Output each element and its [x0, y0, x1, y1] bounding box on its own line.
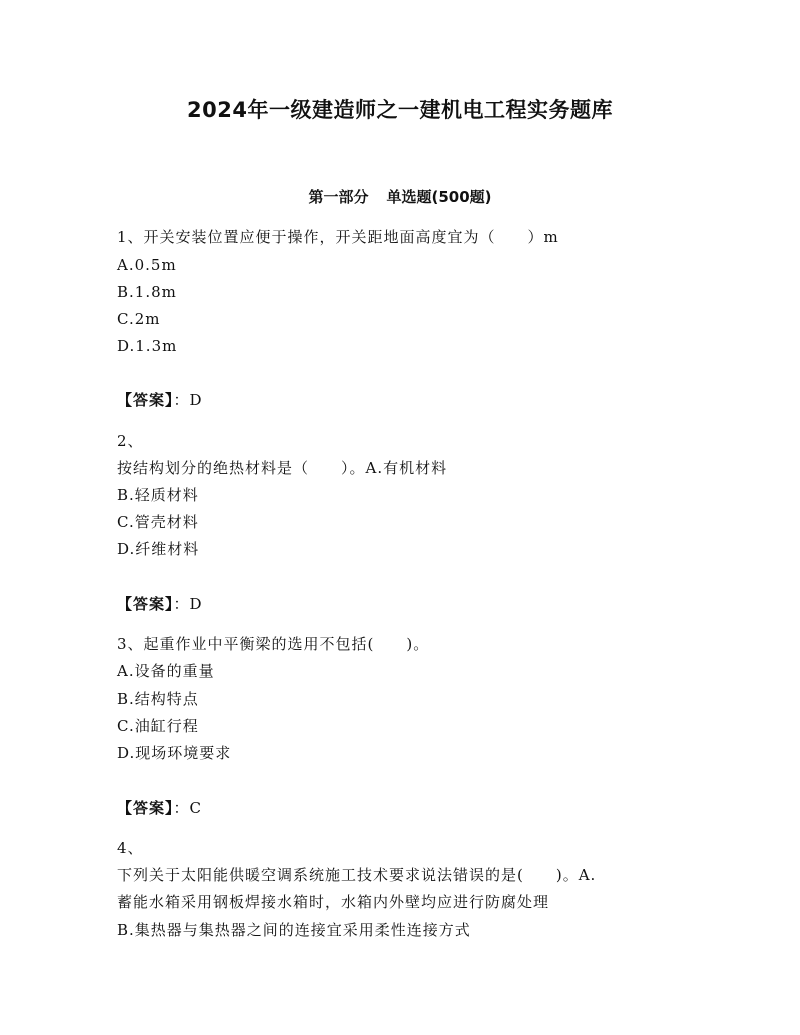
option: B.1.8m [117, 283, 177, 301]
question-number: 1、 [117, 228, 144, 246]
option: C.2m [117, 310, 161, 328]
section-heading [0, 186, 800, 207]
question-4-stem-line: B.集热器与集热器之间的连接宜采用柔性连接方式 [117, 921, 471, 939]
option: D.现场环境要求 [117, 744, 232, 762]
option: C.管壳材料 [117, 513, 199, 531]
answer-line [117, 390, 203, 410]
answer-label: 【答案】 [117, 391, 174, 409]
document-title: 2024年一级建造师之一建机电工程实务题库 [187, 98, 613, 122]
option: A.设备的重量 [117, 662, 215, 680]
option: B.轻质材料 [117, 486, 199, 504]
option: D.纤维材料 [117, 540, 200, 558]
question-3-stem [117, 634, 429, 654]
question-1-stem [117, 227, 559, 247]
answer-value: D [189, 595, 203, 613]
question-text: 开关安装位置应便于操作，开关距地面高度宜为（ ）m [143, 228, 559, 246]
question-4-stem-line: 蓄能水箱采用钢板焊接水箱时，水箱内外壁均应进行防腐处理 [117, 893, 550, 911]
option: D.1.3m [117, 337, 178, 355]
question-number: 3、 [117, 635, 144, 653]
section-type: 单选题(500题) [386, 188, 492, 206]
answer-separator: ： [173, 595, 190, 613]
answer-label: 【答案】 [117, 799, 174, 817]
answer-separator: ： [173, 391, 190, 409]
question-4-number: 4、 [117, 839, 144, 857]
question-2-stem: 按结构划分的绝热材料是（ ）。A.有机材料 [117, 459, 448, 477]
question-2-number: 2、 [117, 432, 144, 450]
question-4-stem-line: 下列关于太阳能供暖空调系统施工技术要求说法错误的是( )。A. [117, 866, 597, 884]
option: C.油缸行程 [117, 717, 199, 735]
option: A.0.5m [117, 256, 177, 274]
answer-line [117, 798, 202, 818]
answer-line [117, 594, 203, 614]
answer-label: 【答案】 [117, 595, 174, 613]
option: B.结构特点 [117, 690, 199, 708]
answer-value: D [189, 391, 203, 409]
section-part: 第一部分 [308, 188, 369, 206]
question-text: 起重作业中平衡梁的选用不包括( )。 [143, 635, 430, 653]
answer-value: C [189, 799, 203, 817]
answer-separator: ： [173, 799, 190, 817]
